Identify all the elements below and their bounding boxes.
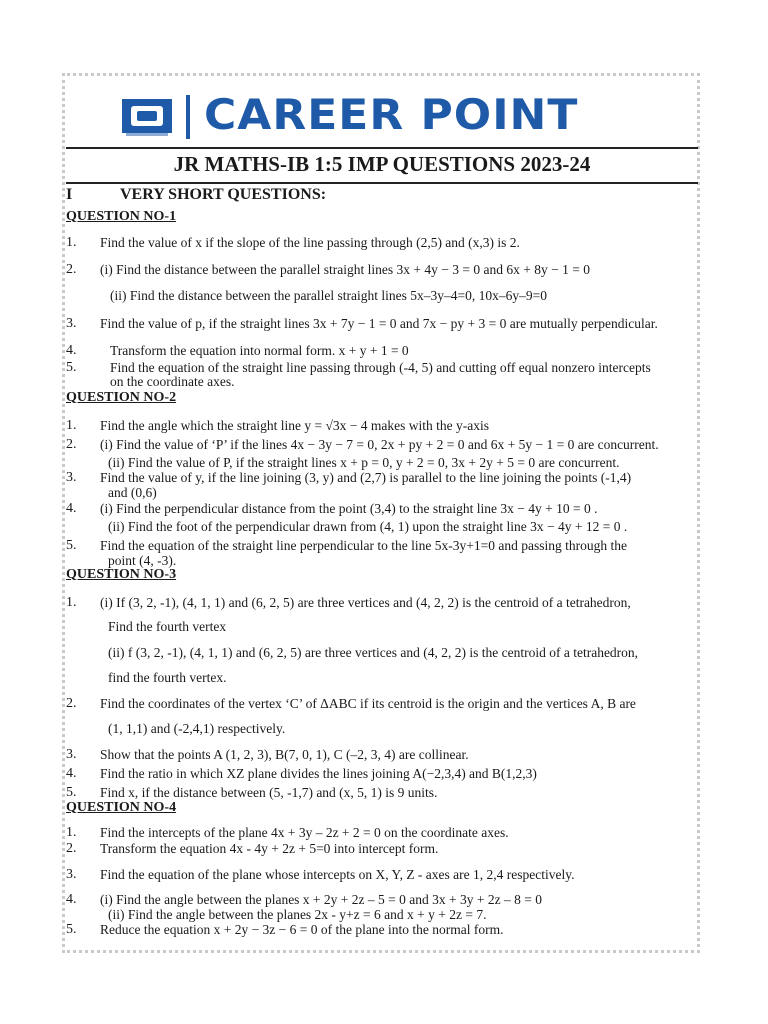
item-number: 1. [66,595,77,610]
question-text: (i) Find the distance between the parallel straight lines 3x + 4y − 3 = 0 and 6x + 8y − 1 = 0 [100,262,590,277]
item-number: 2. [66,841,77,856]
question-text: Transform the equation into normal form. x + y + 1 = 0 [110,343,409,358]
question-text: and (0,6) [108,485,157,500]
question-text: (i) Find the perpendicular distance from the point (3,4) to the straight line 3x − 4y + 10 = 0 . [100,501,598,516]
title-rule-top [66,147,698,149]
question-text: (ii) Find the angle between the planes 2x - y+z = 6 and x + y + 2z = 7. [108,907,487,922]
item-number: 4. [66,766,77,781]
question-text: (i) Find the angle between the planes x + 2y + 2z – 5 = 0 and 3x + 3y + 2z – 8 = 0 [100,892,542,907]
question-text: Find the ratio in which XZ plane divides the lines joining A(−2,3,4) and B(1,2,3) [100,766,537,781]
question-heading: QUESTION NO-4 [66,800,177,815]
question-text: (1, 1,1) and (-2,4,1) respectively. [108,721,286,736]
career-point-logo-icon [122,99,172,133]
question-text: Find the fourth vertex [108,619,227,634]
document-title: JR MATHS-IB 1:5 IMP QUESTIONS 2023-24 [173,152,591,176]
question-heading: QUESTION NO-2 [66,390,177,405]
logo-underline [126,133,168,136]
question-text: (i) If (3, 2, -1), (4, 1, 1) and (6, 2, 5) are three vertices and (4, 2, 2) is the centroid of a tetrahedron, [100,595,631,610]
item-number: 3. [66,316,77,331]
question-text: (ii) Find the value of P, if the straight lines x + p = 0, y + 2 = 0, 3x + 2y + 5 = 0 are concurrent. [108,455,620,470]
question-text: find the fourth vertex. [108,670,227,685]
question-text: Find the equation of the straight line passing through (-4, 5) and cutting off equal nonzero intercepts [110,360,651,375]
question-text: Find the value of p, if the straight lines 3x + 7y − 1 = 0 and 7x − py + 3 = 0 are mutually perpendicular. [100,316,658,331]
question-text: on the coordinate axes. [110,374,235,389]
item-number: 1. [66,418,77,433]
question-text: Find the angle which the straight line y = √3x − 4 makes with the y-axis [100,418,489,433]
item-number: 2. [66,262,77,277]
item-number: 5. [66,785,77,800]
item-number: 4. [66,343,77,358]
question-text: Find the intercepts of the plane 4x + 3y – 2z + 2 = 0 on the coordinate axes. [100,825,509,840]
item-number: 5. [66,360,77,375]
brand-name: CAREER POINT [204,91,579,140]
question-text: Transform the equation 4x - 4y + 2z + 5=0 into intercept form. [100,841,439,856]
question-text: Find the value of y, if the line joining (3, y) and (2,7) is parallel to the line joining the points (-1,4) [100,470,632,485]
question-text: Find the equation of the plane whose intercepts on X, Y, Z - axes are 1, 2,4 respectively. [100,867,575,882]
question-text: (ii) f (3, 2, -1), (4, 1, 1) and (6, 2, 5) are three vertices and (4, 2, 2) is the centroid of a tetrahedron, [108,645,639,660]
question-text: (ii) Find the distance between the parallel straight lines 5x–3y–4=0, 10x–6y–9=0 [110,288,548,303]
section-number: I [66,186,73,203]
question-text: point (4, -3). [108,553,177,568]
question-text: Find the equation of the straight line perpendicular to the line 5x-3y+1=0 and passing through the [100,538,627,553]
item-number: 5. [66,922,77,937]
item-number: 1. [66,235,77,250]
title-rule-bottom [66,182,698,184]
item-number: 3. [66,867,77,882]
question-heading: QUESTION NO-1 [66,209,177,224]
item-number: 1. [66,825,77,840]
item-number: 3. [66,470,77,485]
question-heading: QUESTION NO-3 [66,567,177,582]
section-title: VERY SHORT QUESTIONS: [120,186,327,203]
item-number: 3. [66,747,77,762]
question-text: Find the coordinates of the vertex ‘C’ of ΔABC if its centroid is the origin and the vertices A, B are [100,696,636,711]
item-number: 4. [66,501,77,516]
logo-divider [186,95,190,139]
item-number: 2. [66,696,77,711]
question-text: Find the value of x if the slope of the line passing through (2,5) and (x,3) is 2. [100,235,520,250]
item-number: 4. [66,892,77,907]
question-text: (i) Find the value of ‘P’ if the lines 4x − 3y − 7 = 0, 2x + py + 2 = 0 and 6x + 5y − 1 = 0 are concurrent. [100,437,659,452]
item-number: 2. [66,437,77,452]
item-number: 5. [66,538,77,553]
question-text: (ii) Find the foot of the perpendicular drawn from (4, 1) upon the straight line 3x − 4y + 12 = 0 . [108,519,628,534]
question-text: Show that the points A (1, 2, 3), B(7, 0, 1), C (–2, 3, 4) are collinear. [100,747,469,762]
question-text: Find x, if the distance between (5, -1,7) and (x, 5, 1) is 9 units. [100,785,438,800]
question-text: Reduce the equation x + 2y − 3z − 6 = 0 of the plane into the normal form. [100,922,504,937]
